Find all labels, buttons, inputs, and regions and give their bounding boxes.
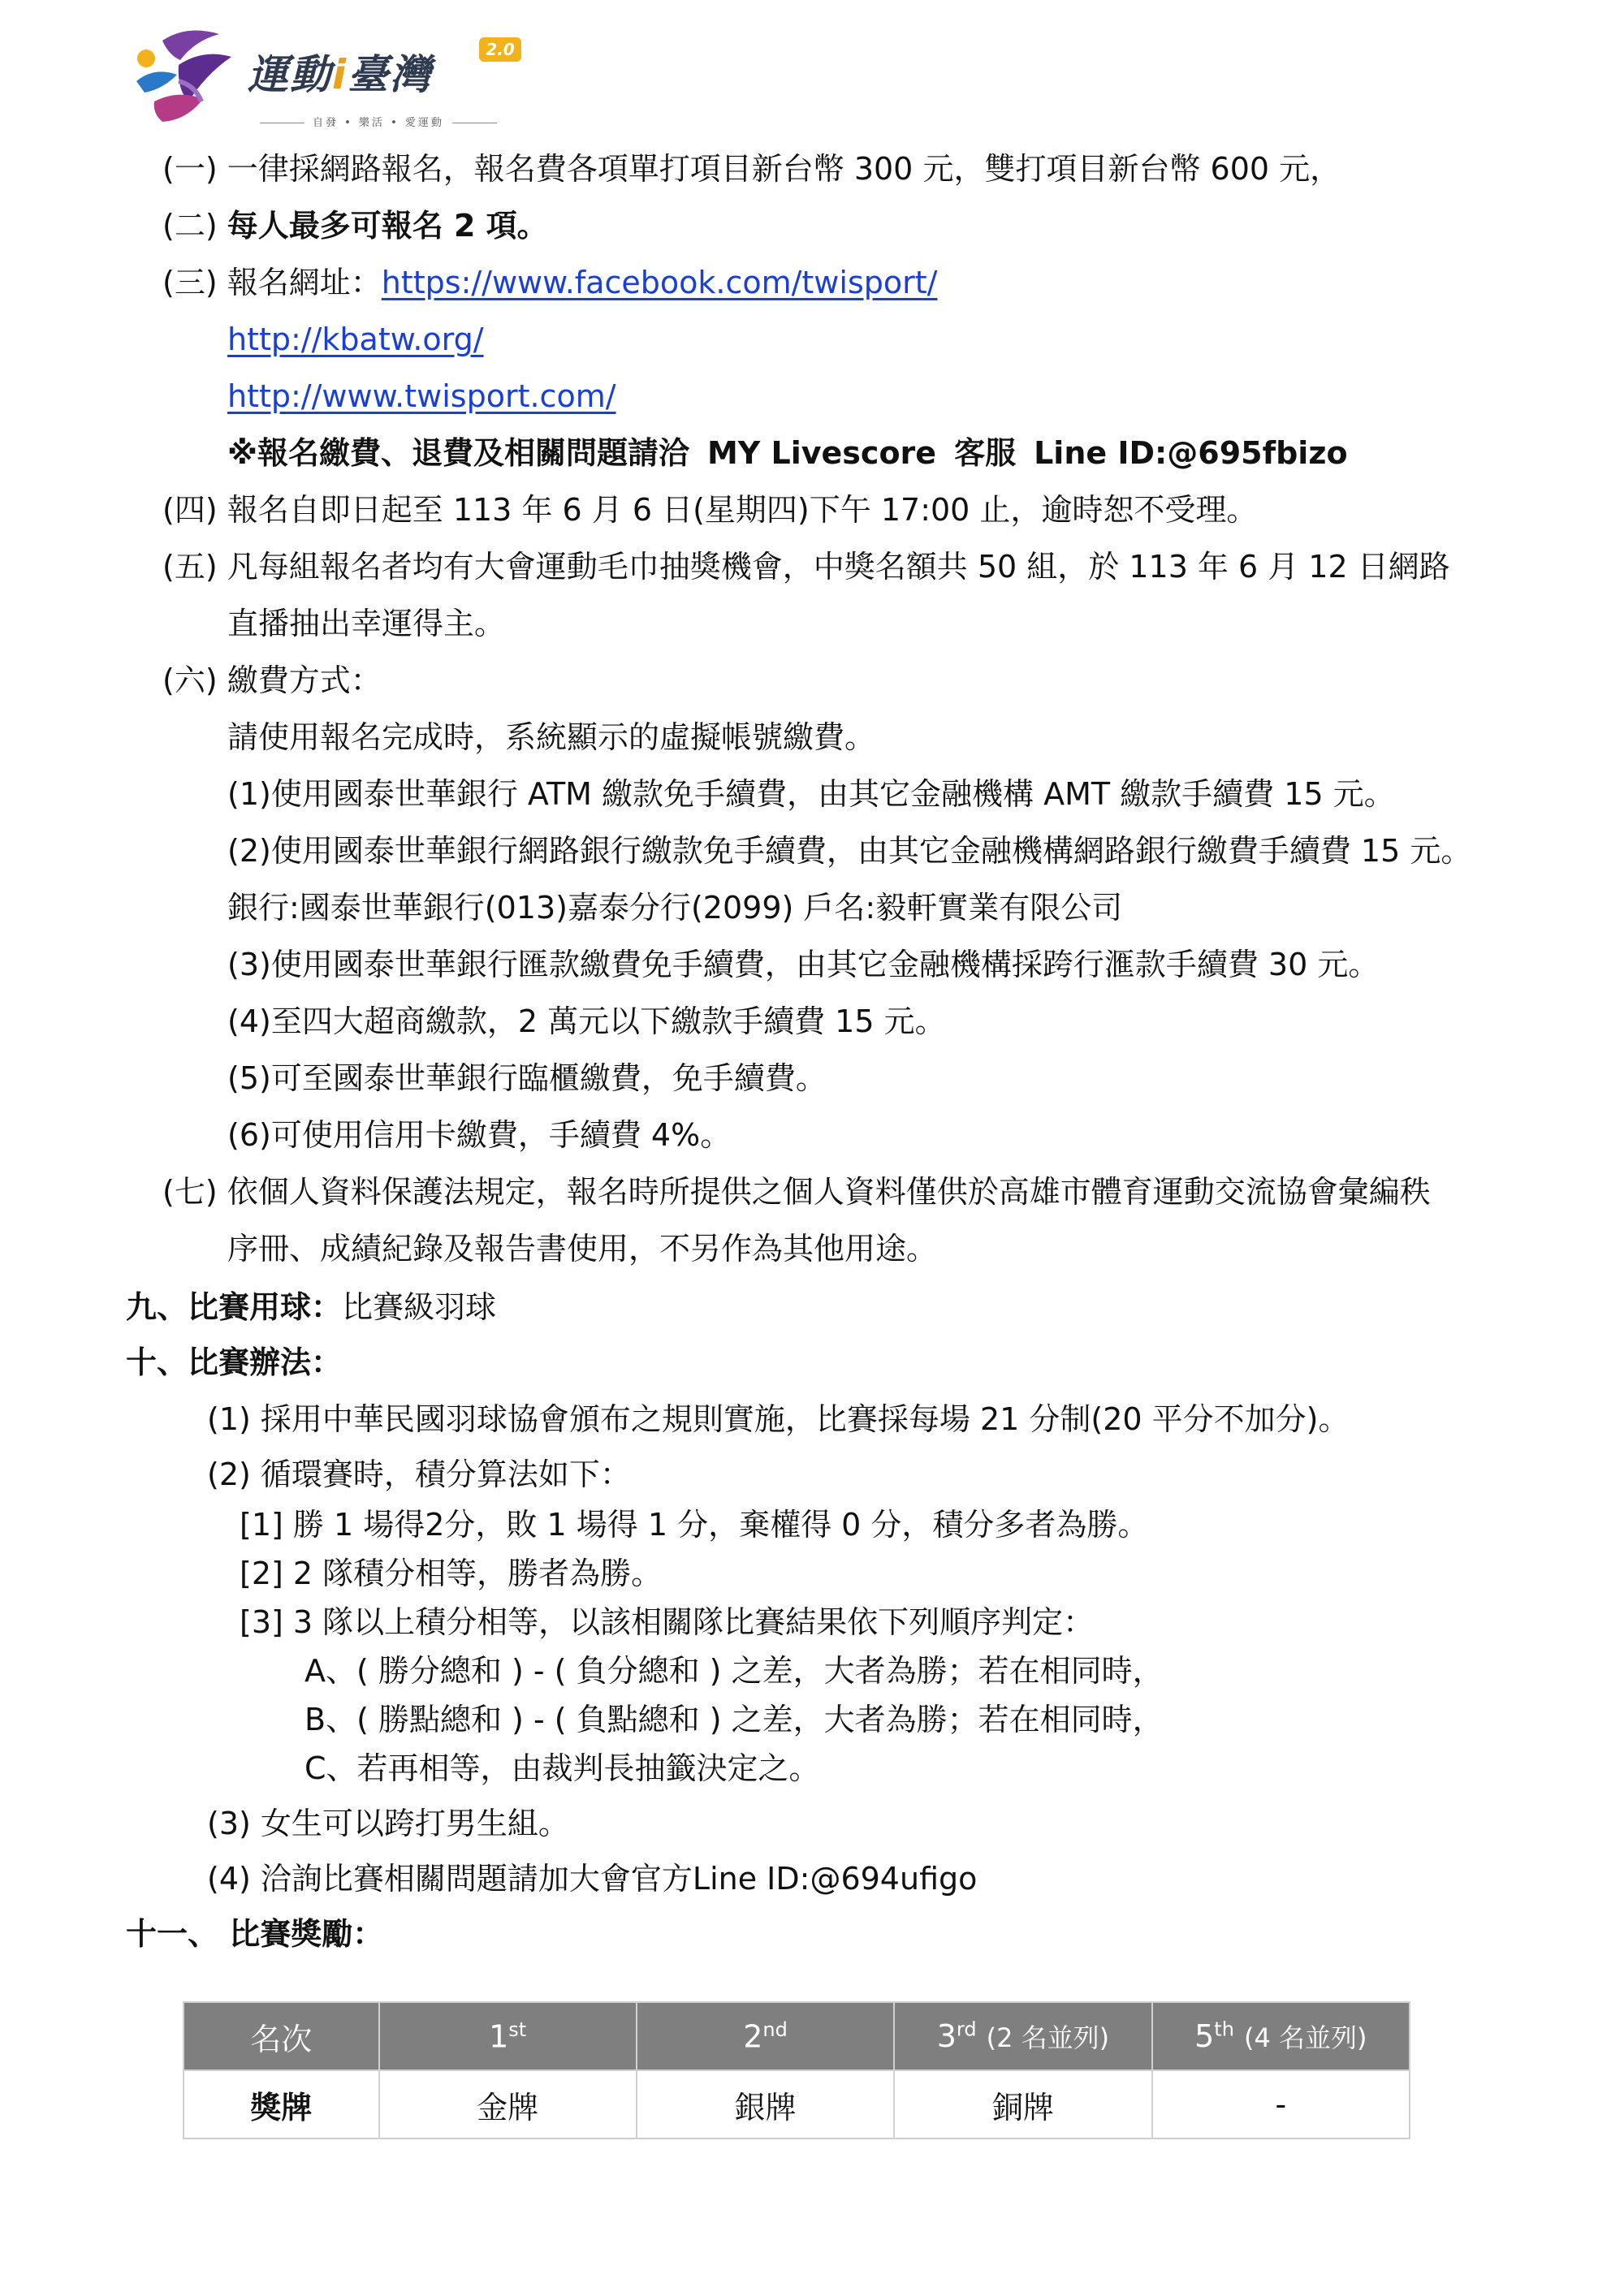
header-5th: 5th (4 名並列) <box>1152 2002 1410 2070</box>
reg-item-6 <box>162 659 382 701</box>
twisport-link[interactable]: http://www.twisport.com/ <box>227 378 616 414</box>
item-label: (六) <box>162 662 218 698</box>
section-9 <box>126 1286 496 1328</box>
url-line-2 <box>227 318 484 360</box>
reg-item-3 <box>162 261 937 304</box>
header-3rd: 3rd (2 名並列) <box>894 2002 1151 2070</box>
payment-option-3: (3)使用國泰世華銀行匯款繳費免手續費，由其它金融機構採跨行滙款手續費 30 元。 <box>227 947 1380 982</box>
facebook-link[interactable]: https://www.facebook.com/twisport/ <box>381 265 938 300</box>
payment-option-6: (6)可使用信用卡繳費，手續費 4%。 <box>227 1117 732 1153</box>
scoring-1: [1] 勝 1 場得2分，敗 1 場得 1 分，棄權得 0 分，積分多者為勝。 <box>240 1507 1149 1543</box>
header-1st: 1st <box>379 2002 637 2070</box>
item-label: (二) <box>162 208 218 244</box>
contact-note: ※報名繳費、退費及相關問題請洽 MY Livescore 客服 Line ID:@695fbizo <box>227 435 1348 471</box>
rule-2: (2) 循環賽時，積分算法如下： <box>207 1457 631 1492</box>
item-text: 每人最多可報名 2 項。 <box>227 208 548 244</box>
item-text: 繳費方式： <box>227 662 382 698</box>
payment-option-5: (5)可至國泰世華銀行臨櫃繳費，免手續費。 <box>227 1060 827 1096</box>
item-label: (七) <box>162 1174 218 1210</box>
item-label: (一) <box>162 151 218 187</box>
item-label: (四) <box>162 492 218 528</box>
table-header-row <box>184 2002 1410 2070</box>
logo-slogan: 自發 • 樂活 • 愛運動 <box>252 114 505 129</box>
row-label: 獎牌 <box>184 2070 379 2138</box>
item-label: (五) <box>162 549 218 585</box>
url-line-3 <box>227 375 616 417</box>
section-10-heading: 十、比賽辦法： <box>126 1344 343 1380</box>
section-heading: 九、比賽用球： <box>126 1289 343 1325</box>
payment-option-1: (1)使用國泰世華銀行 ATM 繳款免手續費，由其它金融機構 AMT 繳款手續費 15 元。 <box>227 776 1395 812</box>
reg-item-5 <box>162 546 1450 588</box>
item-text: 一律採網路報名，報名費各項單打項目新台幣 300 元，雙打項目新台幣 600 元， <box>227 151 1341 187</box>
item-label: (三) <box>162 265 218 300</box>
rule-4: (4) 洽詢比賽相關問題請加大會官方Line ID:@694ufigo <box>207 1861 978 1897</box>
table-row <box>184 2070 1410 2138</box>
reg-item-2 <box>162 205 548 247</box>
tiebreak-c: C、若再相等，由裁判長抽籤決定之。 <box>304 1750 820 1786</box>
tiebreak-b: B、( 勝點總和 ) - ( 負點總和 ) 之差，大者為勝；若在相同時， <box>304 1702 1164 1737</box>
reg-item-1 <box>162 148 1341 190</box>
cell-none: - <box>1152 2070 1410 2138</box>
award-table <box>183 2001 1410 2139</box>
logo <box>130 24 552 130</box>
scoring-3: [3] 3 隊以上積分相等，以該相關隊比賽結果依下列順序判定： <box>240 1604 1095 1640</box>
tiebreak-a: A、( 勝分總和 ) - ( 負分總和 ) 之差，大者為勝；若在相同時， <box>304 1653 1164 1689</box>
rule-3: (3) 女生可以跨打男生組。 <box>207 1806 569 1841</box>
item-text: 凡每組報名者均有大會運動毛巾抽獎機會，中獎名額共 50 組，於 113 年 6 月 12 日網路 <box>227 549 1450 585</box>
reg-item-5-cont: 直播抽出幸運得主。 <box>227 606 506 641</box>
item-text: 依個人資料保護法規定，報名時所提供之個人資料僅供於高雄市體育運動交流協會彙編秩 <box>227 1174 1431 1210</box>
payment-intro: 請使用報名完成時，系統顯示的虛擬帳號繳費。 <box>227 719 876 755</box>
payment-option-2: (2)使用國泰世華銀行網路銀行繳款免手續費，由其它金融機構網路銀行繳費手續費 15 元。 <box>227 833 1472 869</box>
cell-silver: 銀牌 <box>637 2070 894 2138</box>
reg-item-7 <box>162 1171 1431 1213</box>
logo-mark-icon <box>130 24 235 126</box>
rule-1: (1) 採用中華民國羽球協會頒布之規則實施，比賽採每場 21 分制(20 平分不加分)。 <box>207 1401 1350 1437</box>
bank-account-info: 銀行:國泰世華銀行(013)嘉泰分行(2099) 戶名:毅軒實業有限公司 <box>227 890 1123 926</box>
reg-item-4 <box>162 489 1257 531</box>
item-text: 報名自即日起至 113 年 6 月 6 日(星期四)下午 17:00 止，逾時恕不受理。 <box>227 492 1258 528</box>
item-text: 報名網址： <box>227 265 382 300</box>
section-11-heading: 十一、 比賽獎勵： <box>126 1916 384 1952</box>
logo-title: 運動i臺灣 <box>248 51 433 98</box>
cell-bronze: 銅牌 <box>894 2070 1151 2138</box>
cell-gold: 金牌 <box>379 2070 637 2138</box>
reg-item-7-cont: 序冊、成績紀錄及報告書使用，不另作為其他用途。 <box>227 1231 938 1267</box>
section-text: 比賽級羽球 <box>342 1289 497 1325</box>
kbatw-link[interactable]: http://kbatw.org/ <box>227 322 484 357</box>
header-2nd: 2nd <box>637 2002 894 2070</box>
header-rank: 名次 <box>184 2002 379 2070</box>
payment-option-4: (4)至四大超商繳款，2 萬元以下繳款手續費 15 元。 <box>227 1003 946 1039</box>
scoring-2: [2] 2 隊積分相等，勝者為勝。 <box>240 1556 663 1591</box>
logo-version-badge: 2.0 <box>479 37 521 62</box>
